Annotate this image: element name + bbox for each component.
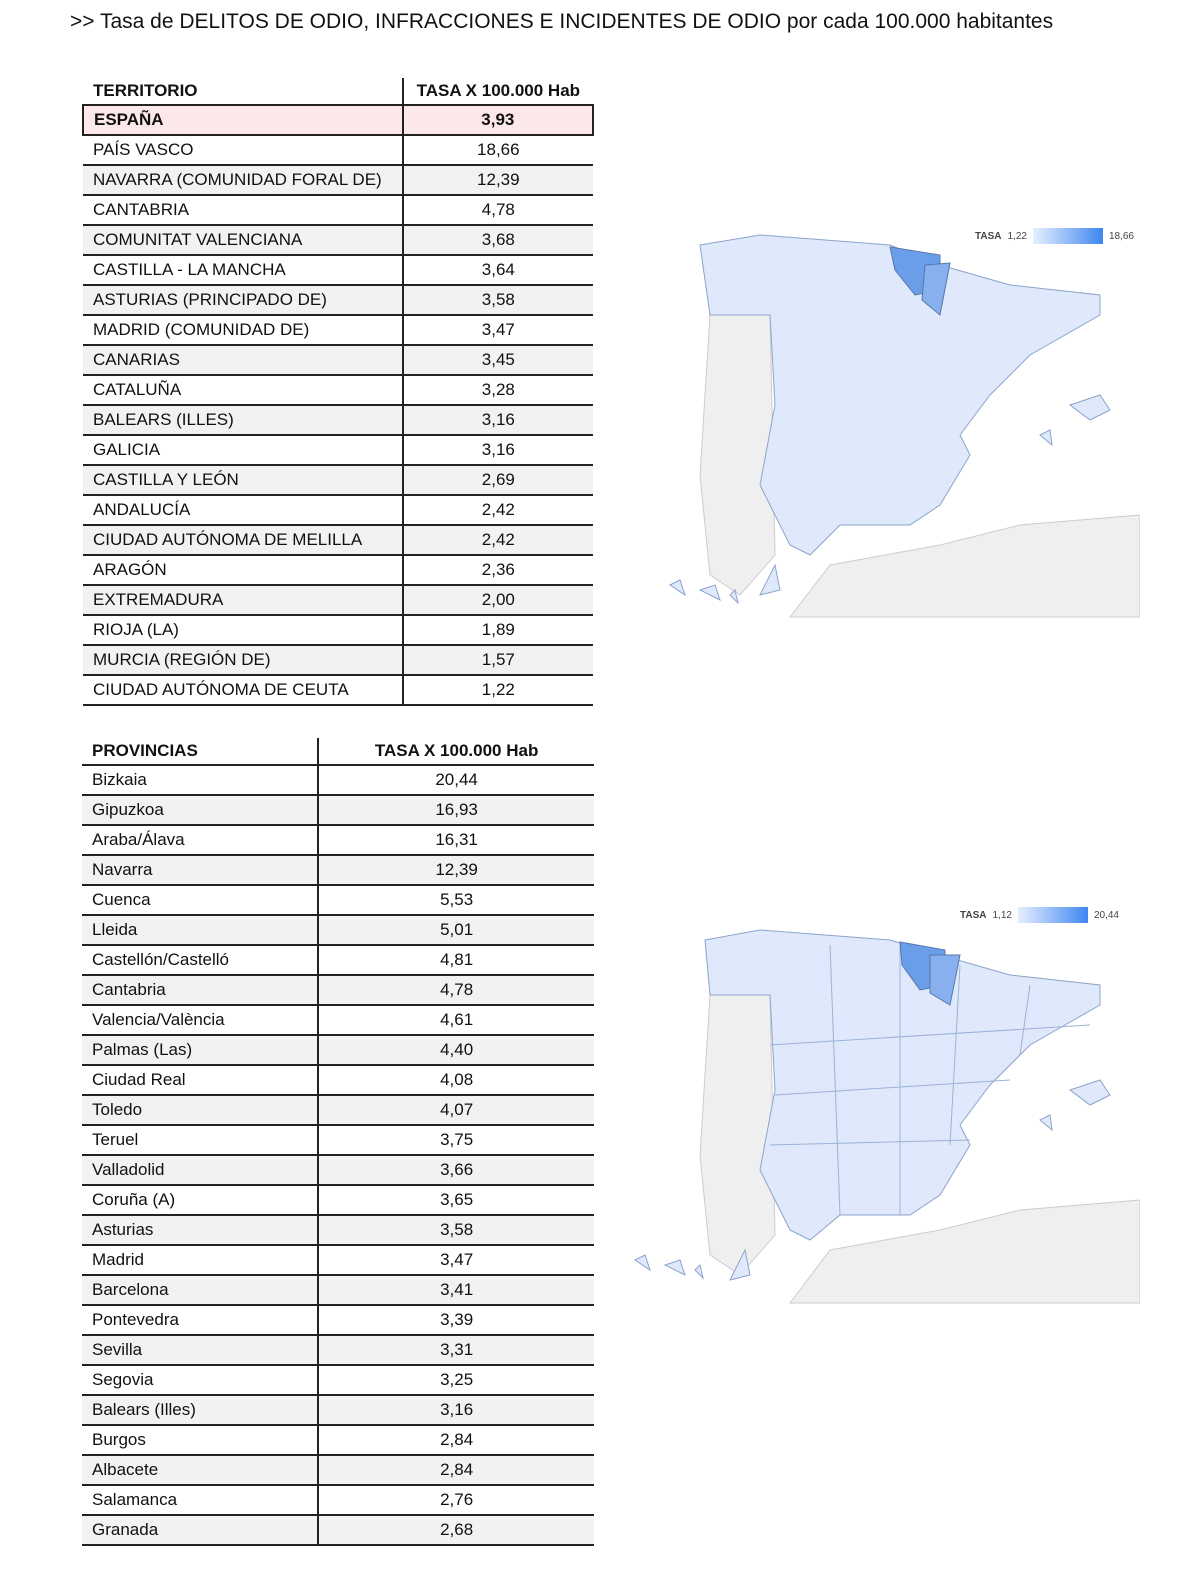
table-row <box>82 1425 594 1455</box>
row-rate: 2,84 <box>318 1425 594 1455</box>
row-rate: 3,65 <box>318 1185 594 1215</box>
row-rate: 12,39 <box>403 165 593 195</box>
table-row <box>82 1095 594 1125</box>
table-row <box>83 375 593 405</box>
table-row <box>82 1455 594 1485</box>
page-title: >> Tasa de DELITOS DE ODIO, INFRACCIONES E INCIDENTES DE ODIO por cada 100.000 habitantes <box>70 10 1054 33</box>
row-name: ASTURIAS (PRINCIPADO DE) <box>83 285 403 315</box>
row-rate: 20,44 <box>318 765 594 795</box>
table-row <box>83 195 593 225</box>
row-name: ANDALUCÍA <box>83 495 403 525</box>
row-name: Barcelona <box>82 1275 318 1305</box>
table-row <box>82 885 594 915</box>
row-rate: 16,31 <box>318 825 594 855</box>
row-rate: 3,66 <box>318 1155 594 1185</box>
table-row <box>83 525 593 555</box>
table-row <box>82 1365 594 1395</box>
table-row <box>83 465 593 495</box>
row-rate: 3,58 <box>318 1215 594 1245</box>
table-row <box>82 1005 594 1035</box>
table-row <box>82 825 594 855</box>
row-name: Valladolid <box>82 1155 318 1185</box>
row-rate: 12,39 <box>318 855 594 885</box>
table-row <box>83 135 593 165</box>
row-name: CANARIAS <box>83 345 403 375</box>
row-rate: 3,58 <box>403 285 593 315</box>
row-rate: 4,61 <box>318 1005 594 1035</box>
row-name: Valencia/València <box>82 1005 318 1035</box>
row-name: Albacete <box>82 1455 318 1485</box>
table-row <box>83 615 593 645</box>
territorios-table <box>82 78 594 706</box>
row-name: Segovia <box>82 1365 318 1395</box>
row-rate: 3,75 <box>318 1125 594 1155</box>
row-rate: 2,69 <box>403 465 593 495</box>
row-name: Cantabria <box>82 975 318 1005</box>
row-rate: 3,93 <box>403 105 593 135</box>
row-name: Teruel <box>82 1125 318 1155</box>
table-row <box>83 165 593 195</box>
table-row <box>82 1185 594 1215</box>
row-rate: 2,68 <box>318 1515 594 1545</box>
row-name: BALEARS (ILLES) <box>83 405 403 435</box>
table-row <box>82 1215 594 1245</box>
row-rate: 4,07 <box>318 1095 594 1125</box>
column-header-territorio: TERRITORIO <box>83 78 403 105</box>
row-name: Castellón/Castelló <box>82 945 318 975</box>
row-rate: 3,28 <box>403 375 593 405</box>
row-name: Cuenca <box>82 885 318 915</box>
row-rate: 4,40 <box>318 1035 594 1065</box>
row-name: Ciudad Real <box>82 1065 318 1095</box>
row-name: Sevilla <box>82 1335 318 1365</box>
row-rate: 2,00 <box>403 585 593 615</box>
row-rate: 5,53 <box>318 885 594 915</box>
row-name: Asturias <box>82 1215 318 1245</box>
column-header-tasa: TASA X 100.000 Hab <box>318 738 594 765</box>
row-name: Burgos <box>82 1425 318 1455</box>
row-rate: 3,45 <box>403 345 593 375</box>
row-name: Lleida <box>82 915 318 945</box>
row-name: NAVARRA (COMUNIDAD FORAL DE) <box>83 165 403 195</box>
row-rate: 2,84 <box>318 1455 594 1485</box>
row-name: GALICIA <box>83 435 403 465</box>
table-row <box>82 1155 594 1185</box>
row-name: ARAGÓN <box>83 555 403 585</box>
row-name: ESPAÑA <box>83 105 403 135</box>
table-row <box>82 1035 594 1065</box>
legend-gradient <box>1018 907 1088 923</box>
provincias-table <box>82 738 594 1546</box>
row-name: CIUDAD AUTÓNOMA DE MELILLA <box>83 525 403 555</box>
row-name: EXTREMADURA <box>83 585 403 615</box>
row-name: Pontevedra <box>82 1305 318 1335</box>
row-rate: 3,47 <box>403 315 593 345</box>
table-row <box>82 1395 594 1425</box>
row-name: CASTILLA - LA MANCHA <box>83 255 403 285</box>
table-row <box>83 555 593 585</box>
table-row <box>83 645 593 675</box>
row-rate: 3,16 <box>403 405 593 435</box>
table-row-total <box>83 105 593 135</box>
table-row <box>82 1335 594 1365</box>
portugal-shape <box>700 990 775 1275</box>
map-comunidades <box>640 225 1140 620</box>
row-name: Navarra <box>82 855 318 885</box>
table-row <box>82 1485 594 1515</box>
portugal-shape <box>700 310 775 595</box>
row-name: Madrid <box>82 1245 318 1275</box>
row-rate: 3,64 <box>403 255 593 285</box>
table-row <box>82 1305 594 1335</box>
table-row <box>82 765 594 795</box>
row-rate: 3,39 <box>318 1305 594 1335</box>
row-rate: 4,78 <box>318 975 594 1005</box>
map1-legend: TASA 1,22 18,66 <box>975 228 1134 244</box>
row-rate: 2,76 <box>318 1485 594 1515</box>
table-row <box>82 1245 594 1275</box>
row-rate: 1,22 <box>403 675 593 705</box>
map2-legend: TASA 1,12 20,44 <box>960 907 1119 923</box>
table-row <box>83 405 593 435</box>
row-rate: 4,08 <box>318 1065 594 1095</box>
table-row <box>83 315 593 345</box>
row-rate: 3,31 <box>318 1335 594 1365</box>
row-name: CASTILLA Y LEÓN <box>83 465 403 495</box>
row-rate: 5,01 <box>318 915 594 945</box>
table-row <box>83 435 593 465</box>
row-rate: 4,81 <box>318 945 594 975</box>
row-name: COMUNITAT VALENCIANA <box>83 225 403 255</box>
table-row <box>83 345 593 375</box>
row-name: MADRID (COMUNIDAD DE) <box>83 315 403 345</box>
column-header-provincias: PROVINCIAS <box>82 738 318 765</box>
row-name: MURCIA (REGIÓN DE) <box>83 645 403 675</box>
row-name: Coruña (A) <box>82 1185 318 1215</box>
table-row <box>82 1275 594 1305</box>
row-name: Araba/Álava <box>82 825 318 855</box>
table-row <box>82 945 594 975</box>
map-provincias <box>630 905 1140 1305</box>
row-rate: 3,41 <box>318 1275 594 1305</box>
row-name: Bizkaia <box>82 765 318 795</box>
row-rate: 2,42 <box>403 525 593 555</box>
table-row <box>83 585 593 615</box>
table-row <box>82 795 594 825</box>
column-header-tasa: TASA X 100.000 Hab <box>403 78 593 105</box>
table-row <box>82 1125 594 1155</box>
row-rate: 3,16 <box>403 435 593 465</box>
row-rate: 18,66 <box>403 135 593 165</box>
table-row <box>82 1065 594 1095</box>
row-name: Salamanca <box>82 1485 318 1515</box>
row-name: Granada <box>82 1515 318 1545</box>
row-rate: 3,47 <box>318 1245 594 1275</box>
row-name: Palmas (Las) <box>82 1035 318 1065</box>
table-row <box>82 855 594 885</box>
table-row <box>82 915 594 945</box>
row-rate: 1,89 <box>403 615 593 645</box>
table-row <box>83 675 593 705</box>
table-row <box>82 1515 594 1545</box>
table-row <box>83 495 593 525</box>
row-rate: 4,78 <box>403 195 593 225</box>
legend-gradient <box>1033 228 1103 244</box>
row-name: Balears (Illes) <box>82 1395 318 1425</box>
row-name: RIOJA (LA) <box>83 615 403 645</box>
row-name: Toledo <box>82 1095 318 1125</box>
row-rate: 3,68 <box>403 225 593 255</box>
row-name: CIUDAD AUTÓNOMA DE CEUTA <box>83 675 403 705</box>
table-row <box>82 975 594 1005</box>
row-name: CANTABRIA <box>83 195 403 225</box>
row-name: CATALUÑA <box>83 375 403 405</box>
row-rate: 16,93 <box>318 795 594 825</box>
table-row <box>83 255 593 285</box>
row-rate: 3,25 <box>318 1365 594 1395</box>
table-row <box>83 225 593 255</box>
row-name: Gipuzkoa <box>82 795 318 825</box>
row-rate: 3,16 <box>318 1395 594 1425</box>
row-rate: 2,42 <box>403 495 593 525</box>
row-rate: 1,57 <box>403 645 593 675</box>
row-rate: 2,36 <box>403 555 593 585</box>
row-name: PAÍS VASCO <box>83 135 403 165</box>
table-row <box>83 285 593 315</box>
